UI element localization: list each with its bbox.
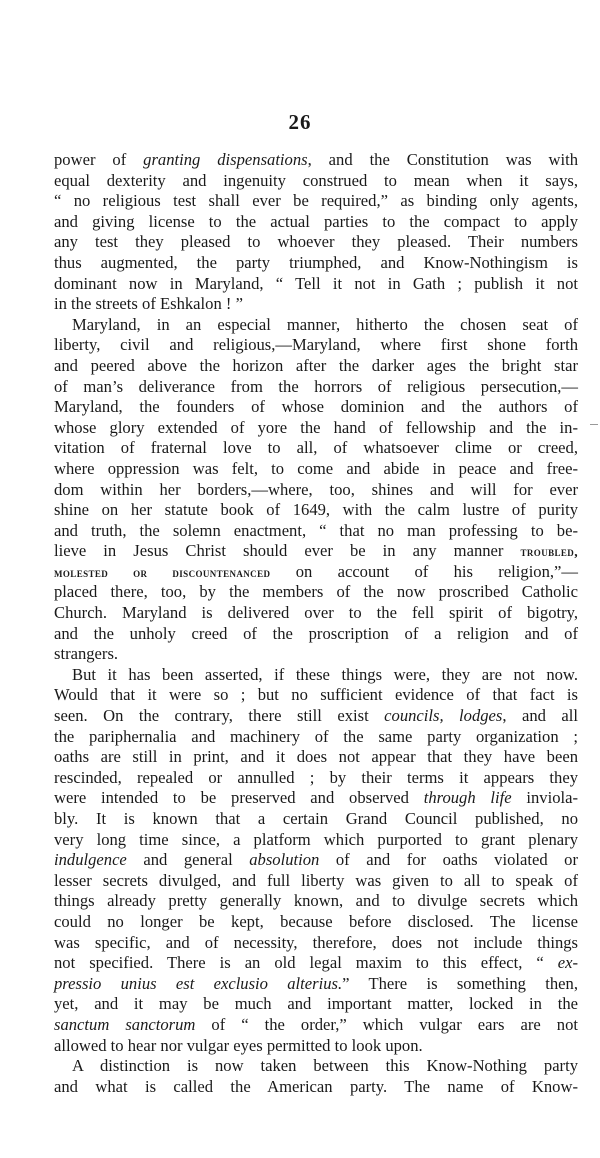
margin-mark (590, 424, 598, 425)
text-line (54, 232, 578, 253)
text-line (54, 582, 578, 603)
text-run: Maryland, the founders of whose dominion and the authors of (54, 397, 578, 417)
text-line (54, 933, 578, 954)
body-text (54, 150, 578, 1097)
small-caps-text: troubled, (520, 544, 578, 560)
text-run: , and the Constitution was with (307, 150, 578, 169)
text-run: seen. On the contrary, there still exist (54, 706, 385, 726)
text-run: and what is called the American party. The name of Know- (54, 1076, 578, 1096)
text-line (54, 315, 578, 336)
text-run: any test they pleased to whoever they pleased. Their numbers (54, 232, 578, 252)
text-run: lieve in Jesus Christ should ever be in any manner (54, 541, 521, 561)
text-run: dominant now in Maryland, “ Tell it not in Gath ; publish it not (54, 273, 578, 293)
text-run: and general (126, 850, 250, 870)
text-line (54, 274, 578, 295)
text-line (54, 541, 578, 562)
text-run: “ no religious test shall ever be required,” as binding only agents, (54, 191, 578, 211)
text-line (54, 500, 578, 521)
text-run: whose glory extended of yore the hand of fellowship and the in- (54, 417, 578, 437)
text-line (54, 727, 578, 748)
text-run: vitation of fraternal love to all, of whatsoever clime or creed, (54, 438, 578, 458)
italic-text: through life (423, 788, 512, 808)
text-line (54, 768, 578, 789)
text-run: of and for oaths violated or (319, 850, 578, 870)
text-run: where oppression was felt, to come and abide in peace and free- (54, 458, 578, 478)
text-line (54, 891, 578, 912)
text-run: yet, and it may be much and important matter, locked in the (54, 994, 578, 1014)
text-run: very long time since, a platform which purported to grant plenary (54, 829, 578, 849)
text-line (54, 747, 578, 768)
text-run: power of (54, 150, 144, 169)
text-line (54, 912, 578, 933)
text-run: and truth, the solemn enactment, “ that no man professing to be- (54, 520, 578, 540)
text-run: equal dexterity and ingenuity construed to mean when it says, (54, 170, 578, 190)
text-line (54, 974, 578, 995)
text-run: ” There is something then, (342, 973, 578, 993)
text-run: rescinded, repealed or annulled ; by their terms it appears they (54, 767, 578, 787)
text-run: placed there, too, by the members of the now proscribed Catholic (54, 582, 578, 602)
text-run: and giving license to the actual parties to the compact to apply (54, 211, 578, 231)
text-run: inviola- (511, 788, 579, 808)
text-line (54, 644, 578, 665)
text-line (54, 685, 578, 706)
text-line (54, 788, 578, 809)
text-run: dom within her borders,—where, too, shines and will for ever (54, 479, 578, 499)
text-run: allowed to hear nor vulgar eyes permitted to look upon. (54, 1035, 423, 1055)
text-run: thus augmented, the party triumphed, and Know-Nothingism is (54, 252, 578, 272)
text-run: lesser secrets divulged, and full liberty was given to all to speak of (54, 870, 578, 890)
text-line (54, 953, 578, 974)
text-line (54, 397, 578, 418)
text-run: liberty, civil and religious,—Maryland, where first shone forth (54, 335, 578, 355)
text-line (54, 521, 578, 542)
text-line (54, 871, 578, 892)
text-line (54, 850, 578, 871)
text-line (54, 1015, 578, 1036)
text-run: Would that it were so ; but no sufficient evidence of that fact is (54, 685, 578, 705)
text-run: and peered above the horizon after the darker ages the bright star (54, 355, 578, 375)
text-run: were intended to be preserved and observed (54, 788, 424, 808)
italic-text: absolution (249, 850, 320, 870)
text-run: was specific, and of necessity, therefore, does not include things (54, 932, 578, 952)
text-line (54, 603, 578, 624)
page-number: 26 (288, 110, 312, 134)
text-line (54, 438, 578, 459)
text-run: of man’s deliverance from the horrors of religious persecution,— (54, 376, 578, 396)
text-line (54, 994, 578, 1015)
text-line (54, 562, 578, 583)
text-line (54, 171, 578, 192)
text-run: and the unholy creed of the proscription of a religion and of (54, 623, 578, 643)
text-line (54, 335, 578, 356)
text-run: could no longer be kept, because before disclosed. The license (54, 911, 578, 931)
text-line (54, 150, 578, 171)
text-line (54, 665, 578, 686)
italic-text: councils, lodges (384, 706, 503, 726)
text-run: bly. It is known that a certain Grand Council published, no (54, 809, 578, 828)
text-line (54, 1036, 578, 1057)
text-line (54, 706, 578, 727)
text-line (54, 294, 578, 315)
text-line (54, 212, 578, 233)
text-run: on account of his religion,”— (270, 561, 579, 581)
italic-text: pressio unius est exclusio alterius. (54, 973, 343, 993)
text-line (54, 459, 578, 480)
text-run: the pariphernalia and machinery of the same party organization ; (54, 726, 578, 746)
text-line (54, 191, 578, 212)
text-run: strangers. (54, 644, 119, 664)
text-line (54, 253, 578, 274)
text-run: A distinction is now taken between this Know-Nothing party (72, 1056, 578, 1076)
text-run: Church. Maryland is delivered over to the fell spirit of bigotry, (54, 603, 578, 623)
text-line (54, 377, 578, 398)
text-line (54, 480, 578, 501)
text-run: of “ the order,” which vulgar ears are not (195, 1014, 578, 1034)
text-run: in the streets of Eshkalon ! ” (54, 294, 243, 314)
text-run: , and all (502, 706, 578, 726)
text-run: shine on her statute book of 1649, with the calm lustre of purity (54, 500, 578, 520)
text-run: oaths are still in print, and it does not appear that they have been (54, 747, 578, 767)
text-line (54, 356, 578, 377)
text-line (54, 624, 578, 645)
text-run: not specified. There is an old legal maxim to this effect, “ (54, 953, 558, 973)
italic-text: sanctum sanctorum (54, 1014, 196, 1034)
text-line (54, 418, 578, 439)
text-line (54, 1056, 578, 1077)
italic-text: ex- (557, 953, 578, 973)
text-run: things already pretty generally known, and to divulge secrets which (54, 891, 578, 911)
italic-text: granting dispensations (143, 150, 308, 169)
text-line (54, 830, 578, 851)
text-run: Maryland, in an especial manner, hitherto the chosen seat of (72, 314, 578, 334)
small-caps-text: molested or discountenanced (54, 564, 271, 580)
italic-text: indulgence (54, 850, 127, 870)
text-line (54, 1077, 578, 1098)
text-line (54, 809, 578, 830)
text-run: But it has been asserted, if these things were, they are not now. (72, 664, 578, 684)
